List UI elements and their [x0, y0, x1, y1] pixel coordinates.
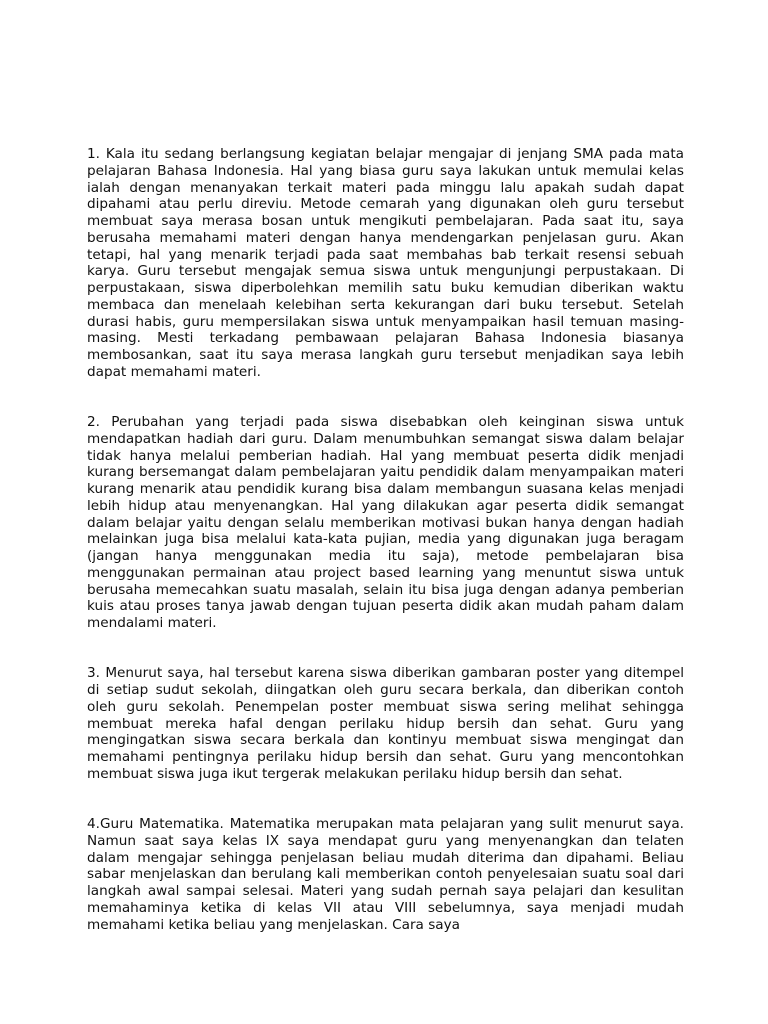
paragraph-2: 2. Perubahan yang terjadi pada siswa disebabkan oleh keinginan siswa untuk mendapatkan hadiah dari guru. Dalam menumbuhkan semangat siswa dalam belajar tidak hanya melalui pemberian hadiah. Hal yang membuat peserta didik menjadi kurang bersemangat dalam pembelajaran yaitu pendidik dalam menyampaikan materi kurang menarik atau pendidik kurang bisa dalam membangun suasana kelas menjadi lebih hidup atau menyenangkan. Hal yang dilakukan agar peserta didik semangat dalam belajar yaitu dengan selalu memberikan motivasi bukan hanya dengan hadiah melainkan juga bisa melalui kata-kata pujian, media yang digunakan juga beragam (jangan hanya menggunakan media itu saja), metode pembelajaran bisa menggunakan permainan atau project based learning yang menuntut siswa untuk berusaha memecahkan suatu masalah, selain itu bisa juga dengan adanya pemberian kuis atau proses tanya jawab dengan tujuan peserta didik akan mudah paham dalam mendalami materi.	[87, 414, 684, 631]
document-body	[87, 146, 684, 933]
paragraph-3: 3. Menurut saya, hal tersebut karena siswa diberikan gambaran poster yang ditempel di setiap sudut sekolah, diingatkan oleh guru secara berkala, dan diberikan contoh oleh guru sekolah. Penempelan poster membuat siswa sering melihat sehingga membuat mereka hafal dengan perilaku hidup bersih dan sehat. Guru yang mengingatkan siswa secara berkala dan kontinyu membuat siswa mengingat dan memahami pentingnya perilaku hidup bersih dan sehat. Guru yang mencontohkan membuat siswa juga ikut tergerak melakukan perilaku hidup bersih dan sehat.	[87, 665, 684, 782]
paragraph-1: 1. Kala itu sedang berlangsung kegiatan belajar mengajar di jenjang SMA pada mata pelajaran Bahasa Indonesia. Hal yang biasa guru saya lakukan untuk memulai kelas ialah dengan menanyakan terkait materi pada minggu lalu apakah sudah dapat dipahami atau perlu direviu. Metode cemarah yang digunakan oleh guru tersebut membuat saya merasa bosan untuk mengikuti pembelajaran. Pada saat itu, saya berusaha memahami materi dengan hanya mendengarkan penjelasan guru. Akan tetapi, hal yang menarik terjadi pada saat membahas bab terkait resensi sebuah karya. Guru tersebut mengajak semua siswa untuk mengunjungi perpustakaan. Di perpustakaan, siswa diperbolehkan memilih satu buku kemudian diberikan waktu membaca dan menelaah kelebihan serta kekurangan dari buku tersebut. Setelah durasi habis, guru mempersilakan siswa untuk menyampaikan hasil temuan masing-masing. Mesti terkadang pembawaan pelajaran Bahasa Indonesia biasanya membosankan, saat itu saya merasa langkah guru tersebut menjadikan saya lebih dapat memahami materi.	[87, 146, 684, 380]
paragraph-4: 4.Guru Matematika. Matematika merupakan mata pelajaran yang sulit menurut saya. Namun saat saya kelas IX saya mendapat guru yang menyenangkan dan telaten dalam mengajar sehingga penjelasan beliau mudah diterima dan dipahami. Beliau sabar menjelaskan dan berulang kali memberikan contoh penyelesaian suatu soal dari langkah awal sampai selesai. Materi yang sudah pernah saya pelajari dan kesulitan memahaminya ketika di kelas VII atau VIII sebelumnya, saya menjadi mudah memahami ketika beliau yang menjelaskan. Cara saya	[87, 816, 684, 933]
